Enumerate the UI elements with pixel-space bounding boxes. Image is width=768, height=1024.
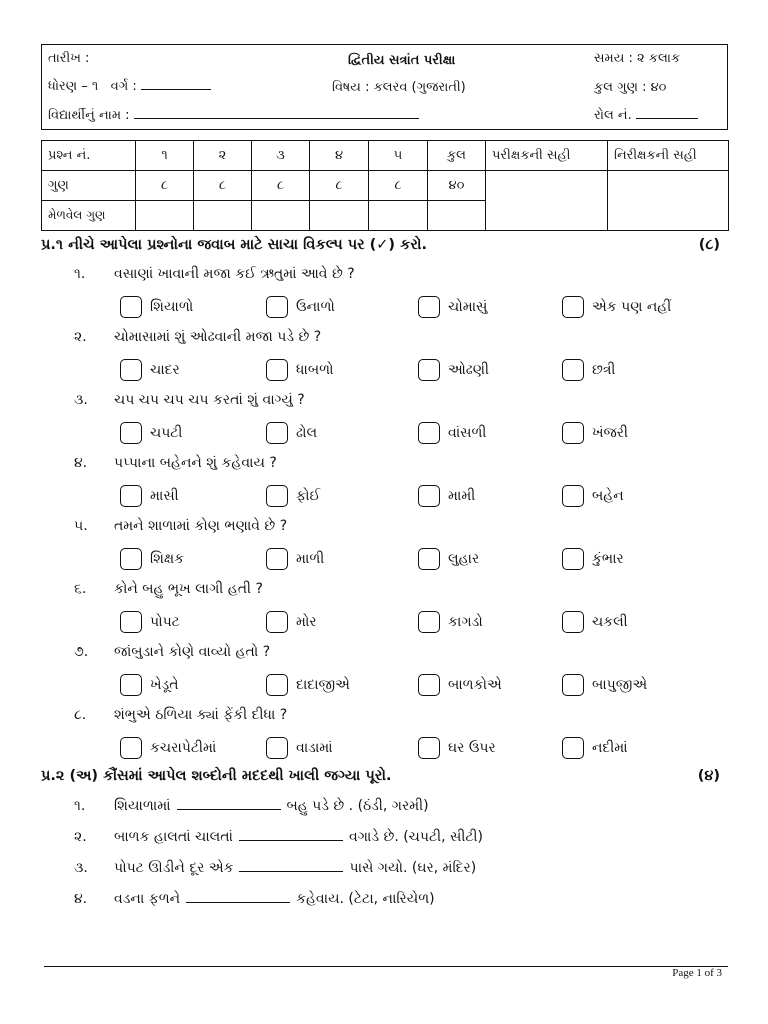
option[interactable] bbox=[120, 548, 184, 570]
checkbox[interactable] bbox=[266, 359, 288, 381]
question-number: ૩. bbox=[74, 392, 88, 408]
item-text-before: પોપટ ઊડીને દૂર એક bbox=[114, 860, 234, 876]
student-name-label: વિદ્યાર્થીનું નામ : bbox=[48, 108, 130, 123]
marks-cell: ૮ bbox=[310, 171, 369, 201]
question bbox=[74, 329, 321, 345]
option[interactable] bbox=[418, 611, 483, 633]
option-label: શિક્ષક bbox=[150, 551, 185, 567]
option-label: ફોઈ bbox=[296, 488, 321, 504]
checkbox[interactable] bbox=[562, 485, 584, 507]
fill-blank-item bbox=[74, 890, 435, 907]
option-label: કુંભાર bbox=[592, 551, 624, 567]
option-label: ઢોલ bbox=[296, 425, 318, 441]
options-row bbox=[120, 611, 720, 637]
question-text: ચપ ચપ ચપ ચપ કરતાં શું વાગ્યું ? bbox=[114, 392, 305, 408]
options-row bbox=[120, 548, 720, 574]
question bbox=[74, 707, 287, 723]
question-number: ૬. bbox=[74, 581, 87, 597]
option-label: ઘર ઉપર bbox=[448, 740, 496, 756]
section1-marks: (૮) bbox=[698, 237, 720, 253]
question-number: ૫. bbox=[74, 518, 88, 534]
supervisor-sign-header: નિરીક્ષકની સહી bbox=[608, 141, 729, 171]
obtained-total-cell[interactable] bbox=[428, 201, 486, 231]
option[interactable] bbox=[418, 359, 489, 381]
checkbox[interactable] bbox=[418, 611, 440, 633]
options-row bbox=[120, 296, 720, 322]
option[interactable] bbox=[418, 485, 475, 507]
page-number: Page 1 of 3 bbox=[672, 967, 722, 979]
class-blank[interactable] bbox=[141, 78, 211, 90]
fill-blank-item bbox=[74, 797, 429, 814]
question-no-header: પ્રશ્ન નં. bbox=[42, 141, 136, 171]
obtained-cell[interactable] bbox=[194, 201, 252, 231]
blank-line[interactable] bbox=[239, 859, 343, 872]
option-label: મોર bbox=[296, 614, 317, 630]
options-row bbox=[120, 674, 720, 700]
marks-total-cell: ૪૦ bbox=[428, 171, 486, 201]
question-no-cell: ૧ bbox=[136, 141, 194, 171]
option-label: છત્રી bbox=[592, 362, 616, 378]
checkbox[interactable] bbox=[562, 611, 584, 633]
obtained-cell[interactable] bbox=[252, 201, 310, 231]
option[interactable] bbox=[418, 548, 479, 570]
checkbox[interactable] bbox=[266, 674, 288, 696]
item-number: ૪. bbox=[74, 891, 88, 907]
options-row bbox=[120, 737, 720, 763]
option[interactable] bbox=[266, 611, 317, 633]
class-label: વર્ગ : bbox=[110, 79, 137, 94]
option[interactable] bbox=[120, 296, 193, 318]
option[interactable] bbox=[266, 548, 324, 570]
roll-blank[interactable] bbox=[636, 107, 698, 119]
option-label: શિયાળો bbox=[150, 299, 194, 315]
option[interactable] bbox=[562, 359, 615, 381]
checkbox[interactable] bbox=[418, 485, 440, 507]
option-label: ચાદર bbox=[150, 362, 180, 378]
option[interactable] bbox=[418, 674, 502, 696]
marks-cell: ૮ bbox=[136, 171, 194, 201]
option-label: દાદાજીએ bbox=[296, 677, 350, 693]
marks-cell: ૮ bbox=[369, 171, 428, 201]
roll-number-line bbox=[594, 107, 698, 123]
option[interactable] bbox=[418, 422, 486, 444]
checkbox[interactable] bbox=[562, 296, 584, 318]
marks-table-row-questions bbox=[42, 141, 729, 171]
checkbox[interactable] bbox=[418, 737, 440, 759]
checkbox[interactable] bbox=[562, 422, 584, 444]
fill-blank-item bbox=[74, 859, 476, 876]
question-text: શંભુએ ઠળિયા ક્યાં ફેંકી દીધા ? bbox=[114, 707, 288, 723]
item-text-before: બાળક હાલતાં ચાલતાં bbox=[114, 829, 233, 845]
option-label: કચરાપેટીમાં bbox=[150, 740, 217, 756]
checkbox[interactable] bbox=[266, 485, 288, 507]
question-number: ૮. bbox=[74, 707, 87, 723]
checkbox[interactable] bbox=[120, 422, 142, 444]
question bbox=[74, 392, 305, 408]
question bbox=[74, 455, 277, 471]
marks-cell: ૮ bbox=[252, 171, 310, 201]
question-number: ૭. bbox=[74, 644, 89, 660]
section2-marks: (૪) bbox=[697, 768, 720, 784]
total-marks-label: કુલ ગુણ : ૪૦ bbox=[594, 80, 667, 95]
item-text-after: પાસે ગયો. (ઘર, મંદિર) bbox=[349, 860, 477, 876]
checkbox[interactable] bbox=[266, 296, 288, 318]
item-text-before: શિયાળામાં bbox=[114, 798, 171, 814]
blank-line[interactable] bbox=[239, 828, 343, 841]
obtained-row-label: મેળવેલ ગુણ bbox=[42, 201, 136, 231]
checkbox[interactable] bbox=[120, 359, 142, 381]
checkbox[interactable] bbox=[418, 674, 440, 696]
exam-title: દ્વિતીય સત્રાંત પરીક્ષા bbox=[348, 53, 456, 68]
checkbox[interactable] bbox=[120, 674, 142, 696]
option[interactable] bbox=[266, 674, 350, 696]
question bbox=[74, 644, 270, 660]
option-label: માળી bbox=[296, 551, 325, 567]
option-label: બહેન bbox=[592, 488, 624, 504]
option[interactable] bbox=[562, 422, 628, 444]
student-name-blank[interactable] bbox=[134, 107, 419, 119]
section2-heading-text: પ્ર.૨ (અ) કૌંસમાં આપેલ શબ્દોની મદદથી ખાલી જગ્યા પૂરો. bbox=[41, 768, 392, 784]
option-label: ધાબળો bbox=[296, 362, 334, 378]
checkbox[interactable] bbox=[266, 548, 288, 570]
checkbox[interactable] bbox=[120, 485, 142, 507]
options-row bbox=[120, 485, 720, 511]
option[interactable] bbox=[266, 485, 320, 507]
option-label: વાડામાં bbox=[296, 740, 333, 756]
item-text-before: વડના ફળને bbox=[114, 891, 181, 907]
checkbox[interactable] bbox=[562, 737, 584, 759]
option-label: લુહાર bbox=[448, 551, 480, 567]
checkbox[interactable] bbox=[120, 548, 142, 570]
checkbox[interactable] bbox=[562, 548, 584, 570]
checkbox[interactable] bbox=[562, 674, 584, 696]
item-text-after: વગાડે છે. (ચપટી, સીટી) bbox=[348, 829, 483, 845]
checkbox[interactable] bbox=[266, 737, 288, 759]
checkbox[interactable] bbox=[418, 422, 440, 444]
examiner-sign-header: પરીક્ષકની સહી bbox=[486, 141, 608, 171]
option[interactable] bbox=[562, 548, 624, 570]
item-number: ૧. bbox=[74, 798, 86, 814]
options-row bbox=[120, 359, 720, 385]
question-no-cell: ૨ bbox=[194, 141, 252, 171]
question-number: ૧. bbox=[74, 266, 86, 282]
question-text: તમને શાળામાં કોણ ભણાવે છે ? bbox=[114, 518, 288, 534]
option[interactable] bbox=[418, 296, 487, 318]
obtained-cell[interactable] bbox=[136, 201, 194, 231]
exam-header-box bbox=[41, 44, 728, 130]
item-number: ૨. bbox=[74, 829, 87, 845]
marks-table-row-marks bbox=[42, 171, 729, 201]
option-label: ચોમાસું bbox=[448, 299, 488, 315]
blank-line[interactable] bbox=[186, 890, 290, 903]
question-text: પપ્પાના બહેનને શું કહેવાય ? bbox=[114, 455, 277, 471]
option-label: મામી bbox=[448, 488, 476, 504]
checkbox[interactable] bbox=[562, 359, 584, 381]
subject-label: વિષય : કલરવ (ગુજરાતી) bbox=[332, 80, 466, 95]
question-text: વસાણાં ખાવાની મજા કઈ ઋતુમાં આવે છે ? bbox=[114, 266, 355, 282]
date-label: તારીખ : bbox=[48, 51, 90, 66]
section1-heading bbox=[41, 237, 728, 253]
checkbox[interactable] bbox=[120, 296, 142, 318]
item-text-after: બહુ પડે છે . (ઠંડી, ગરમી) bbox=[286, 798, 429, 814]
question-number: ૪. bbox=[74, 455, 88, 471]
option-label: ચપટી bbox=[150, 425, 183, 441]
obtained-cell[interactable] bbox=[310, 201, 369, 231]
roll-label: રોલ નં. bbox=[594, 108, 632, 123]
marks-cell: ૮ bbox=[194, 171, 252, 201]
question bbox=[74, 581, 263, 597]
obtained-cell[interactable] bbox=[369, 201, 428, 231]
option-label: ઓઢણી bbox=[448, 362, 489, 378]
question-no-cell: ૪ bbox=[310, 141, 369, 171]
footer-rule bbox=[44, 966, 728, 967]
option[interactable] bbox=[120, 359, 180, 381]
question-text: જાંબુડાને કોણે વાવ્યો હતો ? bbox=[114, 644, 271, 660]
option-label: વાંસળી bbox=[448, 425, 487, 441]
option-label: પોપટ bbox=[150, 614, 180, 630]
question-number: ૨. bbox=[74, 329, 87, 345]
checkbox[interactable] bbox=[266, 422, 288, 444]
option[interactable] bbox=[120, 737, 216, 759]
option[interactable] bbox=[120, 611, 180, 633]
option-label: બાપુજીએ bbox=[592, 677, 648, 693]
option-label: એક પણ નહીં bbox=[592, 299, 672, 315]
time-label: સમય : ૨ કલાક bbox=[594, 51, 681, 66]
option-label: કાગડો bbox=[448, 614, 483, 630]
checkbox[interactable] bbox=[266, 611, 288, 633]
option[interactable] bbox=[120, 422, 182, 444]
question-text: ચોમાસામાં શું ઓઢવાની મજા પડે છે ? bbox=[114, 329, 322, 345]
marks-table bbox=[41, 140, 729, 231]
options-row bbox=[120, 422, 720, 448]
checkbox[interactable] bbox=[418, 359, 440, 381]
student-name-line bbox=[48, 107, 419, 123]
option-label: નદીમાં bbox=[592, 740, 628, 756]
checkbox[interactable] bbox=[418, 548, 440, 570]
option[interactable] bbox=[266, 737, 333, 759]
marks-row-label: ગુણ bbox=[42, 171, 136, 201]
item-number: ૩. bbox=[74, 860, 88, 876]
option[interactable] bbox=[562, 611, 628, 633]
option[interactable] bbox=[562, 737, 628, 759]
option[interactable] bbox=[562, 485, 624, 507]
option[interactable] bbox=[562, 674, 647, 696]
checkbox[interactable] bbox=[120, 611, 142, 633]
fill-blank-item bbox=[74, 828, 483, 845]
option[interactable] bbox=[418, 737, 496, 759]
checkbox[interactable] bbox=[418, 296, 440, 318]
blank-line[interactable] bbox=[177, 797, 281, 810]
question bbox=[74, 518, 287, 534]
question-no-cell: ૫ bbox=[369, 141, 428, 171]
standard-label: ધોરણ – ૧ bbox=[48, 79, 99, 94]
option[interactable] bbox=[266, 359, 334, 381]
checkbox[interactable] bbox=[120, 737, 142, 759]
option[interactable] bbox=[120, 674, 178, 696]
option[interactable] bbox=[120, 485, 179, 507]
option-label: ઉનાળો bbox=[296, 299, 335, 315]
option[interactable] bbox=[562, 296, 671, 318]
question-text: કોને બહુ ભૂખ લાગી હતી ? bbox=[114, 581, 263, 597]
question bbox=[74, 266, 355, 282]
item-text-after: કહેવાય. (ટેટા, નારિયેળ) bbox=[296, 891, 435, 907]
option[interactable] bbox=[266, 422, 317, 444]
examiner-sign-cell[interactable] bbox=[486, 171, 608, 231]
section2-heading bbox=[41, 768, 728, 784]
option-label: ખેડૂતે bbox=[150, 677, 179, 693]
option-label: બાળકોએ bbox=[448, 677, 502, 693]
option[interactable] bbox=[266, 296, 335, 318]
total-header: કુલ bbox=[428, 141, 486, 171]
option-label: ખંજરી bbox=[592, 425, 628, 441]
option-label: ચકલી bbox=[592, 614, 628, 630]
option-label: માસી bbox=[150, 488, 179, 504]
standard-class-line bbox=[48, 78, 211, 94]
question-no-cell: ૩ bbox=[252, 141, 310, 171]
supervisor-sign-cell[interactable] bbox=[608, 171, 729, 231]
section1-heading-text: પ્ર.૧ નીચે આપેલા પ્રશ્નોના જવાબ માટે સાચા વિકલ્પ પર (✓) કરો. bbox=[41, 237, 427, 253]
